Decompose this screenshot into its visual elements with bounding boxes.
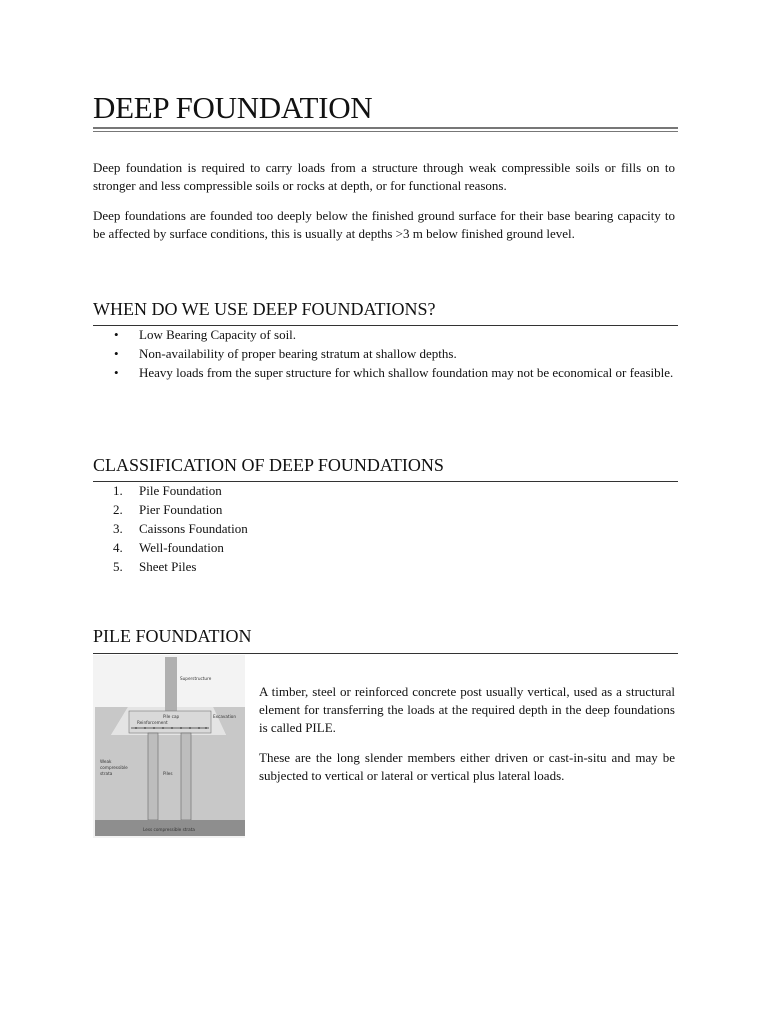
list-item: 2. Pier Foundation: [113, 502, 223, 517]
pile-foundation-diagram: [93, 655, 245, 838]
label-superstructure: Superstructure: [180, 676, 212, 681]
label-weak-3: strata: [100, 771, 113, 776]
label-pile-cap: Pile cap: [163, 714, 180, 719]
pile-right: [181, 733, 191, 820]
intro-paragraph-1: Deep foundation is required to carry loads from a structure through weak compressible soils or fills on to stronger and less compressible soils or rocks at depth, or for functional reasons.: [93, 160, 675, 193]
pile-paragraph-1: A timber, steel or reinforced concrete post usually vertical, used as a structural element for transferring the loads at the required depth in the deep foundations is called PILE.: [259, 684, 675, 735]
pile-left: [148, 733, 158, 820]
pile-paragraph-2: These are the long slender members either driven or cast-in-situ and may be subjected to vertical or lateral or vertical plus lateral loads.: [259, 750, 675, 783]
pile-heading-rule: [93, 653, 678, 654]
classification-heading: CLASSIFICATION OF DEEP FOUNDATIONS: [93, 455, 444, 475]
list-item: [93, 364, 678, 382]
pile-heading: PILE FOUNDATION: [93, 626, 252, 646]
page-title: DEEP FOUNDATION: [93, 90, 373, 125]
bullet-icon: •: [114, 365, 119, 380]
when-heading: WHEN DO WE USE DEEP FOUNDATIONS?: [93, 299, 436, 319]
label-piles: Piles: [163, 771, 173, 776]
list-item: [93, 345, 678, 363]
bullet-text: Heavy loads from the super structure for which shallow foundation may not be economical or feasible.: [139, 365, 674, 380]
bullet-text: Non-availability of proper bearing stratum at shallow depths.: [139, 346, 457, 361]
list-item: 3. Caissons Foundation: [113, 521, 248, 536]
classification-list: [93, 482, 678, 577]
when-bullet-list: [93, 326, 678, 383]
bullet-icon: •: [114, 327, 119, 342]
title-double-rule: [93, 127, 678, 132]
label-weak-1: Weak: [100, 759, 112, 764]
superstructure-column: [165, 657, 177, 713]
bullet-text: Low Bearing Capacity of soil.: [139, 327, 297, 342]
label-firm-strata: Less compressible strata: [143, 827, 195, 832]
list-item: 4. Well-foundation: [113, 540, 224, 555]
list-item: 5. Sheet Piles: [113, 559, 197, 574]
bullet-icon: •: [114, 346, 119, 361]
label-excavation: Excavation: [213, 714, 236, 719]
list-item: 1. Pile Foundation: [113, 483, 222, 498]
label-weak-2: compressible: [100, 765, 128, 770]
intro-paragraph-2: Deep foundations are founded too deeply below the finished ground surface for their base bearing capacity to be affected by surface conditions, this is usually at depths >3 m below finished ground level.: [93, 208, 675, 241]
label-reinforcement: Reinforcement: [137, 720, 168, 725]
list-item: [93, 326, 678, 344]
